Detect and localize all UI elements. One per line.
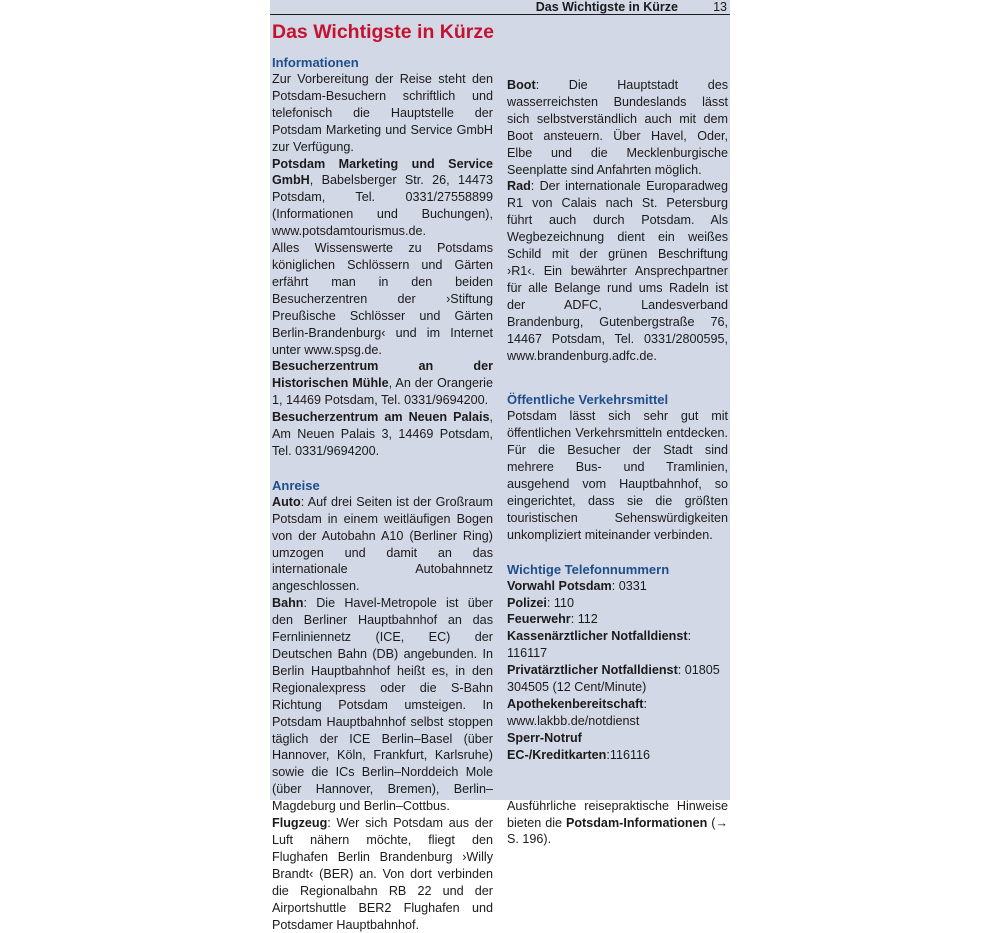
palais-entry — [272, 409, 493, 460]
phone-entry — [507, 696, 728, 730]
phone-label: Feuerwehr — [507, 612, 571, 627]
phone-entry — [507, 578, 728, 595]
section-heading-informationen: Informationen — [272, 55, 359, 70]
boot-text: : Die Hauptstadt des wasserreichsten Bundeslands lässt sich selbstverständlich auch mit dem Boot ansteuern. Über Havel, Oder, Elbe und die Mecklenburgische Seenplatte sind Anfahrten möglich. — [507, 78, 728, 177]
running-head — [270, 0, 730, 15]
right-column — [507, 77, 728, 848]
bahn-label: Bahn — [272, 596, 304, 611]
phone-entry — [507, 595, 728, 612]
phone-value: : 110 — [546, 595, 574, 610]
phone-label: Kassenärztlicher Notfalldienst — [507, 629, 688, 644]
bahn-entry — [272, 595, 493, 815]
rad-label: Rad — [507, 179, 531, 194]
pms-entry — [272, 156, 493, 241]
phone-entry — [507, 628, 728, 662]
phone-label: Sperr-Notruf EC-/Kreditkarten — [507, 730, 607, 762]
flug-entry — [272, 815, 493, 933]
auto-text: : Auf drei Seiten ist der Großraum Potsdam in einem weitläufigen Bogen von der Autobahn A10 (Berliner Ring) umzogen und damit an das internationale Autobahnnetz angeschlossen. — [272, 494, 493, 594]
rad-text: : Der internationale Europaradweg R1 von Calais nach St. Petersburg führt auch durch Potsdam. Als Wegbezeichnung dient ein weißes Schild mit der grünen Beschriftung ›R1‹. Ein bewährter Ansprechpartner für alle Belange rund ums Radeln ist der ADFC, Landesverband Brandenburg, Gutenbergstraße 76, 14467 Potsdam, Tel. 0331/2800595, www.brandenburg.adfc.de. — [507, 179, 728, 363]
section-heading-anreise: Anreise — [272, 477, 320, 493]
closing-ref: (→ S. 196). — [507, 815, 728, 847]
pms-name: Potsdam Marketing und Service GmbH — [272, 156, 493, 188]
running-head-title: Das Wichtigste in Kürze — [535, 0, 678, 14]
phone-value: : 0331 — [611, 578, 647, 593]
mill-text: , An der Orangerie 1, 14469 Potsdam, Tel. 0331/9694200. — [272, 376, 493, 408]
boot-entry — [507, 77, 728, 178]
boot-label: Boot — [507, 78, 536, 92]
left-column — [272, 54, 493, 933]
phone-entry — [507, 662, 728, 696]
phone-value: : 01805 304505 (12 Cent/Minute) — [507, 663, 720, 695]
phone-label: Vorwahl Potsdam — [507, 578, 612, 593]
phone-label: Privatärztlicher Notfalldienst — [507, 663, 678, 678]
section-heading-oepnv: Öffentliche Verkehrsmittel — [507, 392, 669, 408]
auto-label: Auto — [272, 494, 301, 509]
palais-name: Besucherzentrum am Neuen Palais — [272, 410, 490, 425]
phone-value: : 116117 — [507, 629, 692, 661]
phone-entry — [507, 730, 728, 764]
closing-bold: Potsdam-Informationen — [565, 815, 708, 830]
mill-entry — [272, 358, 493, 409]
informationen-intro: Zur Vorbereitung der Reise steht den Potsdam-Besuchern schriftlich und telefonisch die Hauptstelle der Potsdam Marketing und Service GmbH zur Verfügung. — [272, 72, 493, 154]
phone-list — [507, 578, 728, 764]
flug-label: Flugzeug — [272, 816, 328, 831]
oepnv-text: Potsdam lässt sich sehr gut mit öffentlichen Verkehrsmitteln entdecken. Für die Besucher der Stadt sind mehrere Bus- und Tramlinien, ausgehend vom Hauptbahnhof, so eingerichtet, dass sie die größten touristischen Sehenswürdigkeiten unkompliziert miteinander verbinden. — [507, 409, 728, 542]
page-number: 13 — [713, 0, 727, 14]
mill-name: Besucherzentrum an der Historischen Mühle — [272, 359, 493, 391]
phone-label: Polizei — [507, 595, 547, 610]
chapter-title: Das Wichtigste in Kürze — [272, 21, 494, 43]
spsg-text: Alles Wissenswerte zu Potsdams königlichen Schlössern und Gärten erfährt man in den beiden Besucherzentren der ›Stiftung Preußische Schlösser und Gärten Berlin-Brandenburg‹ und im Internet unter www.spsg.de. — [272, 241, 493, 357]
phone-entry — [507, 611, 728, 628]
phone-value: : 112 — [570, 612, 598, 627]
book-page — [270, 0, 730, 932]
phone-value: : www.lakbb.de/notdienst — [507, 697, 647, 728]
palais-text: , Am Neuen Palais 3, 14469 Potsdam, Tel. 0331/9694200. — [272, 410, 493, 458]
pms-text: , Babelsberger Str. 26, 14473 Potsdam, Tel. 0331/27558899 (Informationen und Buchungen), www.potsdamtourismus.de. — [272, 173, 493, 239]
bahn-text: : Die Havel-Metropole ist über den Berliner Hauptbahnhof an das Fernliniennetz (ICE, EC) der Deutschen Bahn (DB) angebunden. In Berlin Hauptbahnhof heißt es, in den Regionalexpress oder die S-Bahn Richtung Potsdam umsteigen. In Potsdam Hauptbahnhof selbst stoppen täglich der ICE Berlin–Basel (über Hannover, Köln, Frankfurt, Karlsruhe) sowie die ICs Berlin–Norddeich Mole (über Hannover, Bremen), Berlin–Magdeburg und Berlin–Cottbus. — [272, 596, 493, 814]
flug-text: : Wer sich Potsdam aus der Luft nähern möchte, fliegt den Flughafen Berlin Brandenburg ›Willy Brandt‹ (BER) an. Von dort verbinden die Regionalbahn RB 22 und der Airportshuttle BER2 Flughafen und Potsdamer Hauptbahnhof. — [272, 816, 493, 932]
phone-label: Apothekenbereitschaft — [507, 697, 644, 711]
closing-note — [507, 798, 728, 849]
auto-entry — [272, 494, 493, 595]
closing-text: Ausführliche reisepraktische Hinweise bieten die — [507, 798, 728, 830]
section-heading-telefon: Wichtige Telefonnummern — [507, 561, 670, 577]
phone-value: :116116 — [606, 747, 651, 762]
rad-entry — [507, 178, 728, 364]
